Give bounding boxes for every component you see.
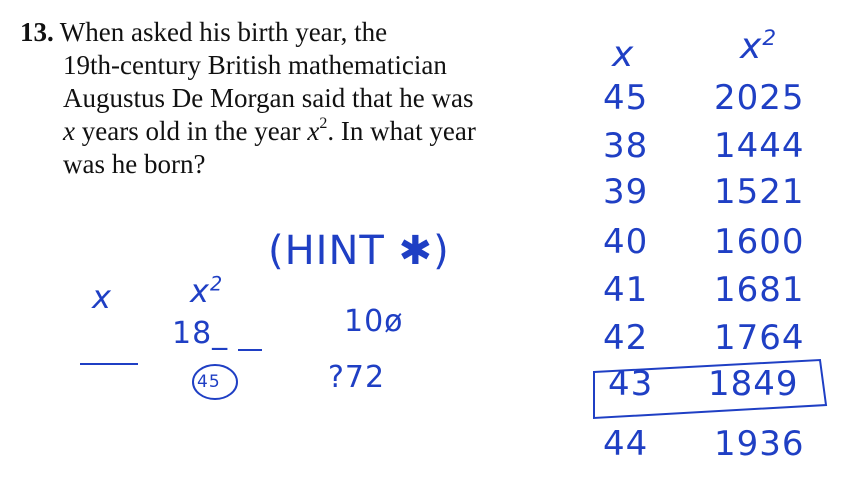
problem-line-1: 13. When asked his birth year, the xyxy=(20,17,388,47)
hint-note: (HINT ✱) xyxy=(268,228,450,274)
table-row-x: 41 xyxy=(603,270,649,310)
table-row-x: 45 xyxy=(603,78,649,118)
scratch-eighteen: 18_ xyxy=(172,316,229,351)
answer-box xyxy=(594,360,826,418)
table-row-x2: 1600 xyxy=(714,222,805,262)
table-row-x2: 2025 xyxy=(714,78,805,118)
scratch-x-label: x xyxy=(92,278,112,316)
table-row-x: 42 xyxy=(603,318,649,358)
problem-line-3: Augustus De Morgan said that he was xyxy=(63,83,474,113)
problem-line-5: was he born? xyxy=(63,149,206,179)
table-row-x: 43 xyxy=(608,364,654,404)
answer-circle xyxy=(193,365,237,399)
table-row-x: 38 xyxy=(603,126,649,166)
problem-number: 13. xyxy=(20,17,54,47)
table-row-x2: 1444 xyxy=(714,126,805,166)
table-row-x2: 1764 xyxy=(714,318,805,358)
scratch-x2-label: $x^2$ xyxy=(190,272,224,310)
table-row-x2: 1521 xyxy=(714,172,805,212)
problem-line-4: x years old in the year $x^2$. In what year xyxy=(63,115,476,146)
scratch-372: ?72 xyxy=(328,360,386,395)
scratch-hundred: 10ø xyxy=(344,304,404,339)
table-row-x: 39 xyxy=(603,172,649,212)
table-header-x: x xyxy=(612,34,635,75)
problem-line-2: 19th-century British mathematician xyxy=(63,50,447,80)
scratch-circled-value: 45 xyxy=(197,372,221,392)
table-row-x: 40 xyxy=(603,222,649,262)
table-header-x2: $x^2$ xyxy=(740,26,778,67)
table-row-x2: 1936 xyxy=(714,424,805,464)
table-row-x2: 1681 xyxy=(714,270,805,310)
table-row-x2: 1849 xyxy=(708,364,799,404)
table-row-x: 44 xyxy=(603,424,649,464)
